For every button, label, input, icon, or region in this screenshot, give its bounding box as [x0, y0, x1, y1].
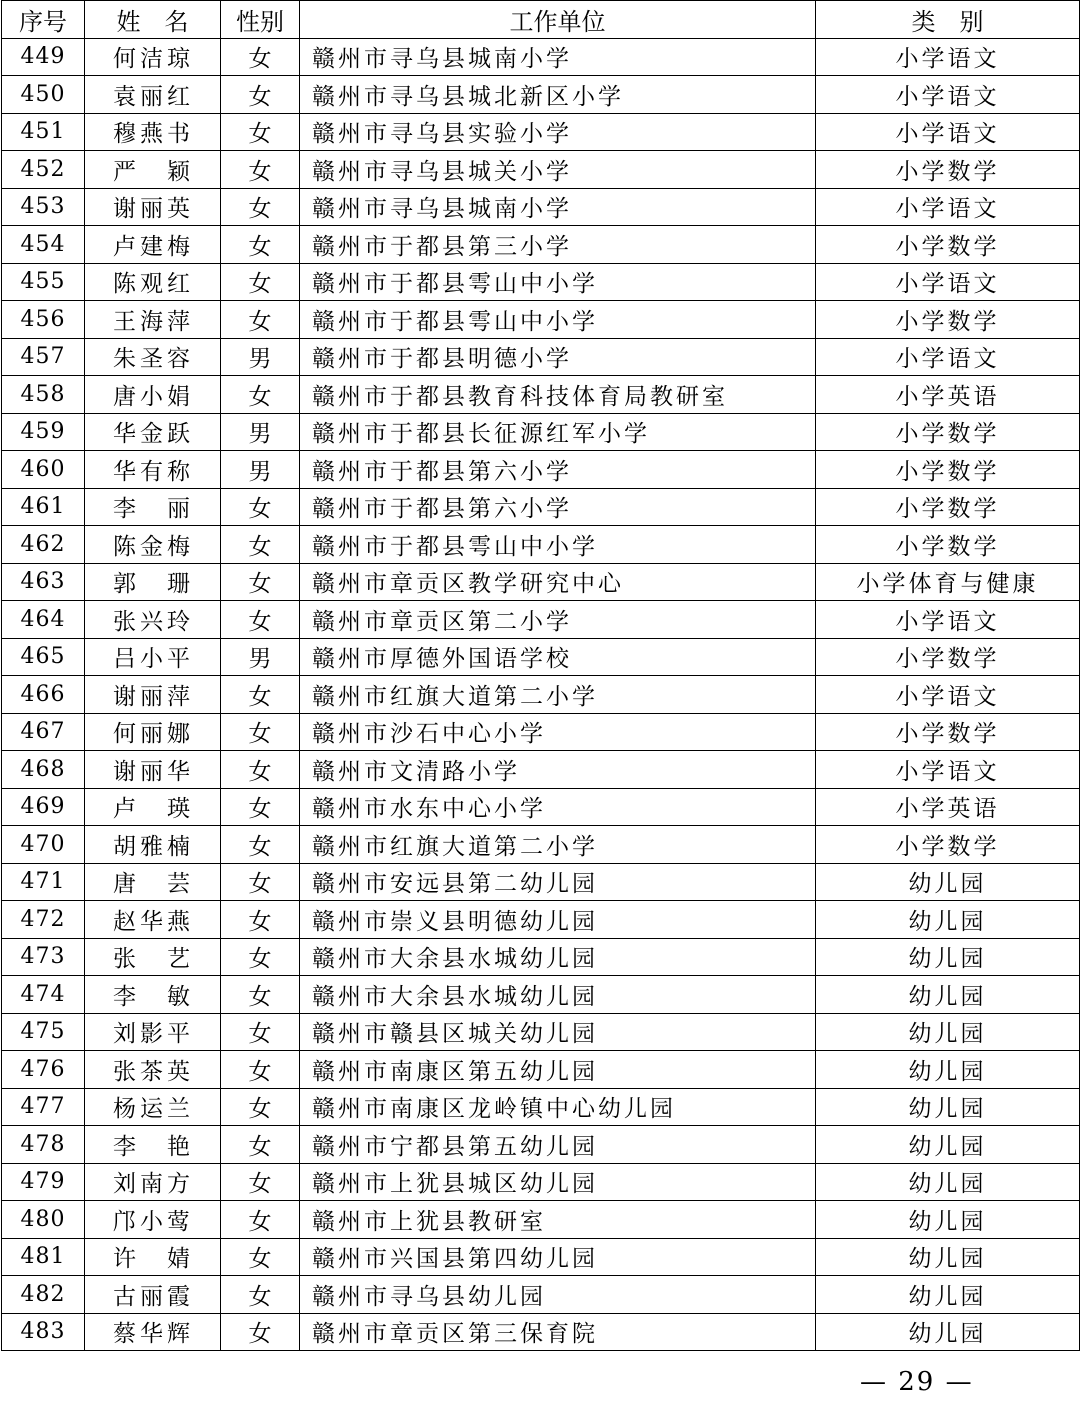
row-category: 小学数学 [816, 151, 1080, 189]
table-row [2, 601, 1080, 639]
row-number: 479 [2, 1163, 85, 1201]
table-row [2, 301, 1080, 339]
row-sex: 男 [221, 451, 300, 489]
row-number: 468 [2, 751, 85, 789]
table-row [2, 226, 1080, 264]
row-sex: 女 [221, 526, 300, 564]
row-unit: 赣州市于都县明德小学 [300, 338, 816, 376]
row-category: 小学语文 [816, 751, 1080, 789]
row-number: 467 [2, 713, 85, 751]
table-row [2, 113, 1080, 151]
row-name: 袁丽红 [85, 76, 221, 114]
row-category: 小学英语 [816, 788, 1080, 826]
row-name: 张兴玲 [85, 601, 221, 639]
row-number: 454 [2, 226, 85, 264]
row-unit: 赣州市沙石中心小学 [300, 713, 816, 751]
row-sex: 女 [221, 376, 300, 414]
row-number: 465 [2, 638, 85, 676]
row-category: 幼儿园 [816, 976, 1080, 1014]
row-unit: 赣州市寻乌县城关小学 [300, 151, 816, 189]
row-name: 许 婧 [85, 1238, 221, 1276]
table-row [2, 676, 1080, 714]
row-unit: 赣州市寻乌县城南小学 [300, 38, 816, 76]
header-name: 姓 名 [85, 1, 221, 39]
row-category: 幼儿园 [816, 901, 1080, 939]
table-row [2, 338, 1080, 376]
row-category: 小学语文 [816, 676, 1080, 714]
row-name: 朱圣容 [85, 338, 221, 376]
table-row [2, 863, 1080, 901]
row-number: 476 [2, 1051, 85, 1089]
table-row [2, 451, 1080, 489]
row-sex: 女 [221, 601, 300, 639]
row-sex: 女 [221, 1051, 300, 1089]
table-row [2, 413, 1080, 451]
row-sex: 女 [221, 151, 300, 189]
row-unit: 赣州市赣县区城关幼儿园 [300, 1013, 816, 1051]
row-unit: 赣州市于都县第六小学 [300, 488, 816, 526]
table-row [2, 1051, 1080, 1089]
row-sex: 女 [221, 188, 300, 226]
row-unit: 赣州市崇义县明德幼儿园 [300, 901, 816, 939]
row-sex: 女 [221, 676, 300, 714]
row-sex: 女 [221, 488, 300, 526]
row-sex: 男 [221, 413, 300, 451]
row-name: 郭 珊 [85, 563, 221, 601]
table-row [2, 751, 1080, 789]
row-number: 458 [2, 376, 85, 414]
row-unit: 赣州市南康区第五幼儿园 [300, 1051, 816, 1089]
table-row [2, 788, 1080, 826]
row-unit: 赣州市上犹县教研室 [300, 1201, 816, 1239]
row-category: 幼儿园 [816, 1163, 1080, 1201]
row-name: 唐 芸 [85, 863, 221, 901]
row-name: 谢丽萍 [85, 676, 221, 714]
row-number: 474 [2, 976, 85, 1014]
row-unit: 赣州市南康区龙岭镇中心幼儿园 [300, 1088, 816, 1126]
row-unit: 赣州市大余县水城幼儿园 [300, 976, 816, 1014]
row-name: 蔡华辉 [85, 1313, 221, 1351]
row-unit: 赣州市上犹县城区幼儿园 [300, 1163, 816, 1201]
row-name: 李 艳 [85, 1126, 221, 1164]
row-number: 472 [2, 901, 85, 939]
row-category: 幼儿园 [816, 1313, 1080, 1351]
row-unit: 赣州市寻乌县幼儿园 [300, 1276, 816, 1314]
row-name: 唐小娟 [85, 376, 221, 414]
row-name: 陈观红 [85, 263, 221, 301]
row-name: 严 颖 [85, 151, 221, 189]
table-row [2, 188, 1080, 226]
row-number: 452 [2, 151, 85, 189]
row-sex: 女 [221, 226, 300, 264]
row-category: 小学体育与健康 [816, 563, 1080, 601]
row-category: 小学数学 [816, 413, 1080, 451]
row-name: 吕小平 [85, 638, 221, 676]
row-category: 小学语文 [816, 601, 1080, 639]
row-category: 小学数学 [816, 526, 1080, 564]
row-category: 小学语文 [816, 188, 1080, 226]
table-row [2, 563, 1080, 601]
header-unit: 工作单位 [300, 1, 816, 39]
row-name: 刘影平 [85, 1013, 221, 1051]
row-sex: 女 [221, 76, 300, 114]
table-row [2, 713, 1080, 751]
row-name: 张 艺 [85, 938, 221, 976]
row-sex: 男 [221, 338, 300, 376]
row-number: 455 [2, 263, 85, 301]
row-name: 刘南方 [85, 1163, 221, 1201]
table-row [2, 488, 1080, 526]
row-name: 李 丽 [85, 488, 221, 526]
row-category: 小学数学 [816, 826, 1080, 864]
table-row [2, 263, 1080, 301]
row-name: 卢 瑛 [85, 788, 221, 826]
row-number: 461 [2, 488, 85, 526]
table-row [2, 76, 1080, 114]
row-category: 幼儿园 [816, 1238, 1080, 1276]
table-row [2, 376, 1080, 414]
row-category: 小学数学 [816, 638, 1080, 676]
row-unit: 赣州市于都县第三小学 [300, 226, 816, 264]
row-number: 480 [2, 1201, 85, 1239]
row-sex: 女 [221, 751, 300, 789]
row-name: 何洁琼 [85, 38, 221, 76]
row-unit: 赣州市寻乌县城南小学 [300, 188, 816, 226]
row-name: 杨运兰 [85, 1088, 221, 1126]
row-unit: 赣州市寻乌县实验小学 [300, 113, 816, 151]
row-name: 卢建梅 [85, 226, 221, 264]
row-category: 小学英语 [816, 376, 1080, 414]
table-row [2, 638, 1080, 676]
row-number: 478 [2, 1126, 85, 1164]
row-name: 胡雅楠 [85, 826, 221, 864]
table-row [2, 1276, 1080, 1314]
table-row [2, 826, 1080, 864]
row-sex: 女 [221, 1238, 300, 1276]
row-name: 王海萍 [85, 301, 221, 339]
row-name: 华金跃 [85, 413, 221, 451]
row-number: 482 [2, 1276, 85, 1314]
row-sex: 女 [221, 1313, 300, 1351]
row-unit: 赣州市于都县教育科技体育局教研室 [300, 376, 816, 414]
row-sex: 女 [221, 1126, 300, 1164]
row-unit: 赣州市于都县长征源红军小学 [300, 413, 816, 451]
row-unit: 赣州市红旗大道第二小学 [300, 676, 816, 714]
row-number: 469 [2, 788, 85, 826]
row-category: 小学数学 [816, 488, 1080, 526]
table-row [2, 1088, 1080, 1126]
table-row [2, 151, 1080, 189]
row-unit: 赣州市宁都县第五幼儿园 [300, 1126, 816, 1164]
row-category: 幼儿园 [816, 1276, 1080, 1314]
row-unit: 赣州市章贡区第三保育院 [300, 1313, 816, 1351]
row-number: 453 [2, 188, 85, 226]
row-sex: 女 [221, 563, 300, 601]
row-unit: 赣州市寻乌县城北新区小学 [300, 76, 816, 114]
row-sex: 男 [221, 638, 300, 676]
row-sex: 女 [221, 38, 300, 76]
row-category: 幼儿园 [816, 1088, 1080, 1126]
row-category: 小学语文 [816, 338, 1080, 376]
row-number: 483 [2, 1313, 85, 1351]
row-number: 449 [2, 38, 85, 76]
row-number: 462 [2, 526, 85, 564]
row-number: 463 [2, 563, 85, 601]
row-name: 邝小莺 [85, 1201, 221, 1239]
row-name: 华有称 [85, 451, 221, 489]
row-category: 小学数学 [816, 301, 1080, 339]
row-number: 451 [2, 113, 85, 151]
header-sex: 性别 [221, 1, 300, 39]
row-unit: 赣州市文清路小学 [300, 751, 816, 789]
table-row [2, 1313, 1080, 1351]
header-category: 类 别 [816, 1, 1080, 39]
row-sex: 女 [221, 863, 300, 901]
table-row [2, 976, 1080, 1014]
row-name: 陈金梅 [85, 526, 221, 564]
row-category: 小学语文 [816, 113, 1080, 151]
row-category: 幼儿园 [816, 1013, 1080, 1051]
row-unit: 赣州市于都县雩山中小学 [300, 301, 816, 339]
row-category: 小学语文 [816, 263, 1080, 301]
row-sex: 女 [221, 826, 300, 864]
row-unit: 赣州市红旗大道第二小学 [300, 826, 816, 864]
row-sex: 女 [221, 976, 300, 1014]
row-number: 459 [2, 413, 85, 451]
row-sex: 女 [221, 1276, 300, 1314]
row-sex: 女 [221, 301, 300, 339]
row-number: 471 [2, 863, 85, 901]
row-number: 460 [2, 451, 85, 489]
row-name: 张茶英 [85, 1051, 221, 1089]
row-category: 幼儿园 [816, 1126, 1080, 1164]
table-row [2, 938, 1080, 976]
row-number: 481 [2, 1238, 85, 1276]
row-category: 幼儿园 [816, 863, 1080, 901]
row-unit: 赣州市水东中心小学 [300, 788, 816, 826]
table-row [2, 526, 1080, 564]
row-unit: 赣州市大余县水城幼儿园 [300, 938, 816, 976]
row-sex: 女 [221, 263, 300, 301]
row-number: 464 [2, 601, 85, 639]
row-sex: 女 [221, 1201, 300, 1239]
row-category: 小学数学 [816, 451, 1080, 489]
row-sex: 女 [221, 713, 300, 751]
row-unit: 赣州市兴国县第四幼儿园 [300, 1238, 816, 1276]
row-name: 何丽娜 [85, 713, 221, 751]
row-number: 456 [2, 301, 85, 339]
table-row [2, 1013, 1080, 1051]
row-name: 谢丽华 [85, 751, 221, 789]
row-number: 473 [2, 938, 85, 976]
row-sex: 女 [221, 1088, 300, 1126]
row-unit: 赣州市章贡区第二小学 [300, 601, 816, 639]
row-name: 穆燕书 [85, 113, 221, 151]
row-unit: 赣州市章贡区教学研究中心 [300, 563, 816, 601]
row-category: 小学语文 [816, 38, 1080, 76]
row-number: 470 [2, 826, 85, 864]
row-unit: 赣州市厚德外国语学校 [300, 638, 816, 676]
row-name: 李 敏 [85, 976, 221, 1014]
row-category: 小学数学 [816, 713, 1080, 751]
row-sex: 女 [221, 901, 300, 939]
row-sex: 女 [221, 1013, 300, 1051]
row-category: 幼儿园 [816, 1051, 1080, 1089]
row-category: 小学数学 [816, 226, 1080, 264]
teacher-list-table [1, 0, 1080, 1351]
row-sex: 女 [221, 788, 300, 826]
row-number: 457 [2, 338, 85, 376]
row-name: 古丽霞 [85, 1276, 221, 1314]
table-row [2, 1201, 1080, 1239]
row-sex: 女 [221, 1163, 300, 1201]
row-unit: 赣州市于都县第六小学 [300, 451, 816, 489]
table-row [2, 1238, 1080, 1276]
row-category: 幼儿园 [816, 1201, 1080, 1239]
row-number: 450 [2, 76, 85, 114]
row-name: 谢丽英 [85, 188, 221, 226]
row-unit: 赣州市于都县雩山中小学 [300, 526, 816, 564]
row-sex: 女 [221, 113, 300, 151]
row-number: 475 [2, 1013, 85, 1051]
table-row [2, 38, 1080, 76]
table-row [2, 901, 1080, 939]
page-number: — 29 — [860, 1367, 974, 1397]
row-name: 赵华燕 [85, 901, 221, 939]
row-sex: 女 [221, 938, 300, 976]
table-header-row [2, 1, 1080, 39]
row-category: 小学语文 [816, 76, 1080, 114]
row-unit: 赣州市安远县第二幼儿园 [300, 863, 816, 901]
table-row [2, 1163, 1080, 1201]
row-category: 幼儿园 [816, 938, 1080, 976]
row-number: 466 [2, 676, 85, 714]
table-row [2, 1126, 1080, 1164]
header-num: 序号 [2, 1, 85, 39]
row-unit: 赣州市于都县雩山中小学 [300, 263, 816, 301]
row-number: 477 [2, 1088, 85, 1126]
